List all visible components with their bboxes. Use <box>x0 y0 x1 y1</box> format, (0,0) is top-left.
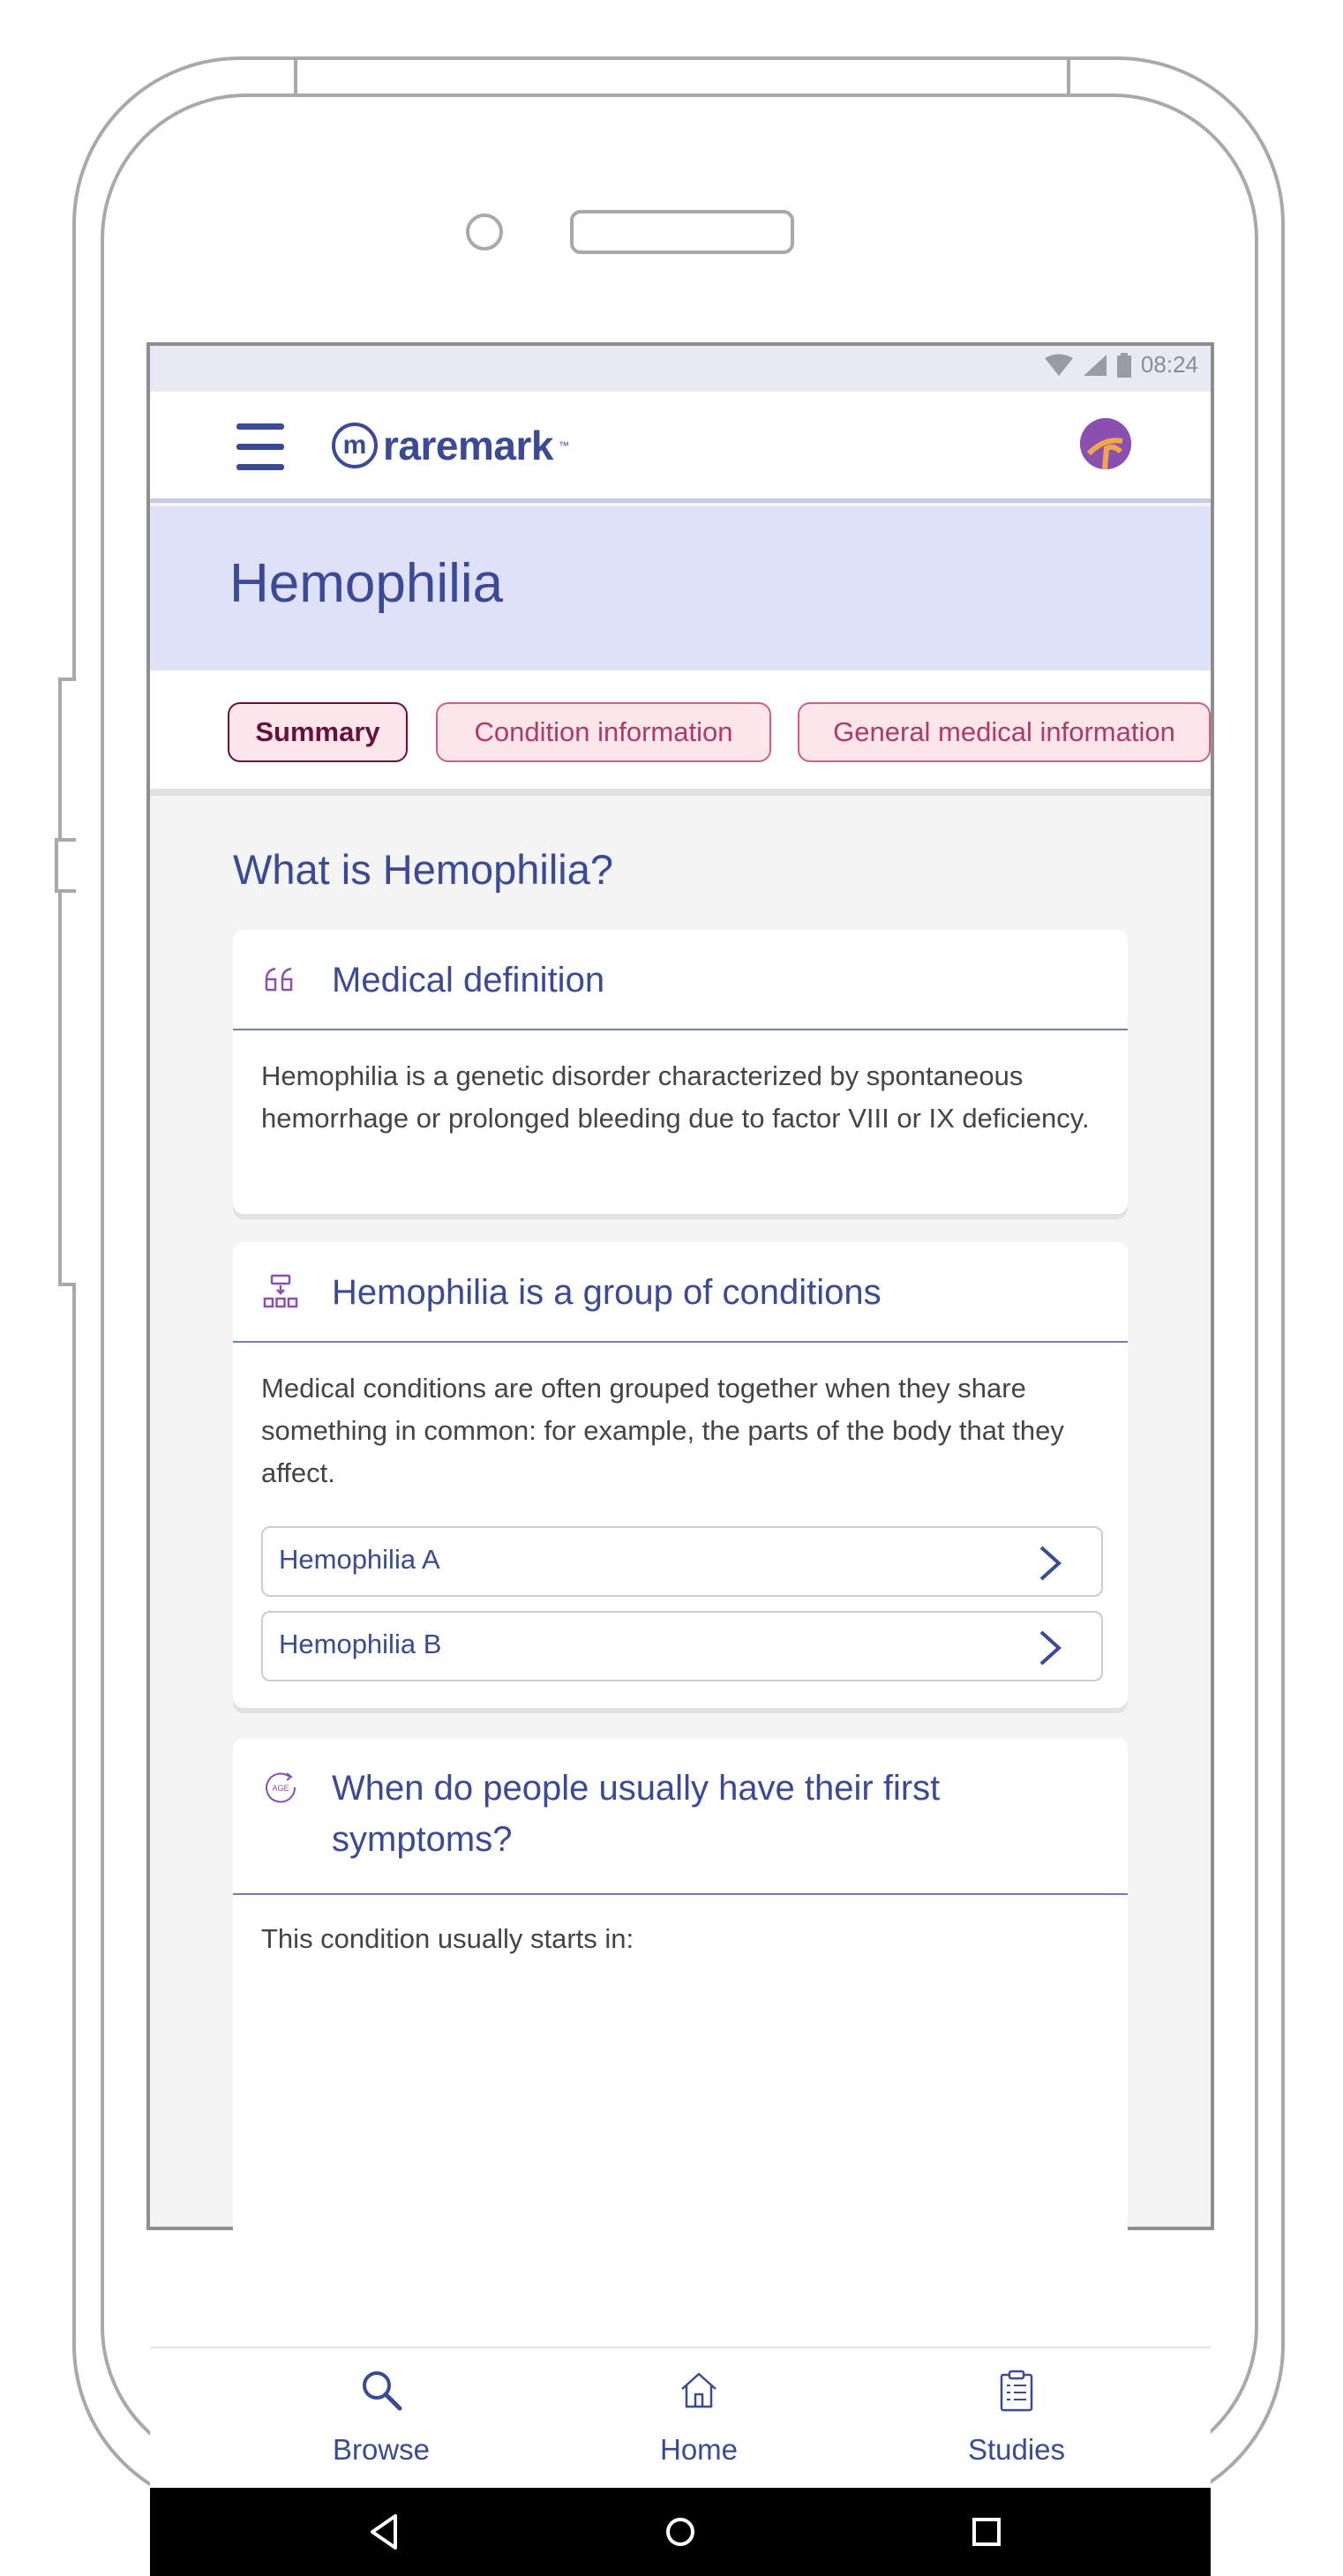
card-body-text: Hemophilia is a genetic disorder characterized by spontaneous hemorrhage or prolonged bleeding due to factor VIII or IX deficiency. <box>261 1060 1090 1134</box>
card-title: When do people usually have their first symptoms? <box>332 1769 941 1859</box>
nav-browse[interactable] <box>249 2348 514 2488</box>
menu-icon-bar <box>236 464 284 470</box>
nav-home[interactable] <box>566 2348 831 2488</box>
menu-icon-bar <box>236 423 284 430</box>
group-of-conditions-card <box>233 1242 1128 1708</box>
back-icon[interactable] <box>360 2507 409 2557</box>
status-icons <box>1044 351 1198 378</box>
first-symptoms-card <box>233 1738 1128 2373</box>
chevron-right-icon <box>1034 1630 1066 1666</box>
frame-seam <box>294 56 297 95</box>
quote-icon <box>263 963 298 999</box>
nav-label: Studies <box>967 2433 1066 2466</box>
status-time: 08:24 <box>1140 351 1198 378</box>
search-icon <box>359 2368 403 2412</box>
phone-side-notch <box>55 838 76 893</box>
signal-icon <box>1083 354 1107 377</box>
chevron-right-icon <box>1034 1546 1066 1581</box>
bottom-navigation <box>150 2347 1211 2488</box>
card-header <box>233 1242 1128 1343</box>
earpiece-speaker <box>570 210 794 254</box>
avatar-icon <box>1080 418 1131 469</box>
phone-side-button <box>58 678 76 1286</box>
status-bar <box>150 346 1211 392</box>
tab-general-medical-information[interactable]: General medical information <box>798 702 1211 762</box>
age-icon-label: AGE <box>272 1784 289 1793</box>
home-icon <box>677 2368 721 2412</box>
card-header <box>233 930 1128 1030</box>
hierarchy-icon <box>263 1274 298 1309</box>
logo-text: raremark <box>383 423 553 468</box>
nav-label: Browse <box>332 2433 431 2466</box>
card-header <box>233 1738 1128 1895</box>
wifi-icon <box>1044 354 1074 377</box>
recents-icon[interactable] <box>962 2507 1011 2557</box>
card-title: Medical definition <box>332 961 605 1000</box>
card-title: Hemophilia is a group of conditions <box>332 1273 882 1312</box>
raremark-logo[interactable] <box>332 422 569 469</box>
logo-trademark: ™ <box>558 439 569 452</box>
condition-hero <box>150 506 1211 670</box>
tab-summary[interactable]: Summary <box>228 702 408 762</box>
front-camera <box>466 213 503 251</box>
home-circle-icon[interactable] <box>656 2507 705 2557</box>
nav-label: Home <box>659 2433 739 2466</box>
card-body-text: Medical conditions are often grouped together when they share something in common: for example, the parts of the body that they affect. <box>261 1373 1064 1488</box>
section-title: What is Hemophilia? <box>233 846 614 893</box>
tab-condition-information[interactable]: Condition information <box>436 702 771 762</box>
logo-mark-icon: m <box>332 423 378 468</box>
phone-screen <box>146 342 1214 2466</box>
tab-bar <box>150 670 1211 796</box>
age-icon <box>263 1770 298 1805</box>
condition-link-label: Hemophilia A <box>279 1544 440 1575</box>
user-avatar[interactable] <box>1080 418 1131 469</box>
medical-definition-card <box>233 930 1128 1214</box>
frame-seam <box>1067 56 1070 95</box>
main-content <box>150 796 1211 2347</box>
card-body-text: This condition usually starts in: <box>261 1923 634 1954</box>
page-title: Hemophilia <box>229 553 504 614</box>
clipboard-icon <box>994 2368 1039 2412</box>
condition-link-label: Hemophilia B <box>279 1629 442 1659</box>
nav-studies[interactable] <box>884 2348 1149 2488</box>
menu-icon-bar <box>236 444 284 450</box>
battery-icon <box>1116 353 1132 378</box>
app-header <box>150 392 1211 503</box>
menu-button[interactable] <box>236 422 284 471</box>
android-navigation-bar <box>150 2488 1211 2576</box>
condition-link-hemophilia-a[interactable] <box>261 1526 1103 1597</box>
condition-link-hemophilia-b[interactable] <box>261 1611 1103 1681</box>
